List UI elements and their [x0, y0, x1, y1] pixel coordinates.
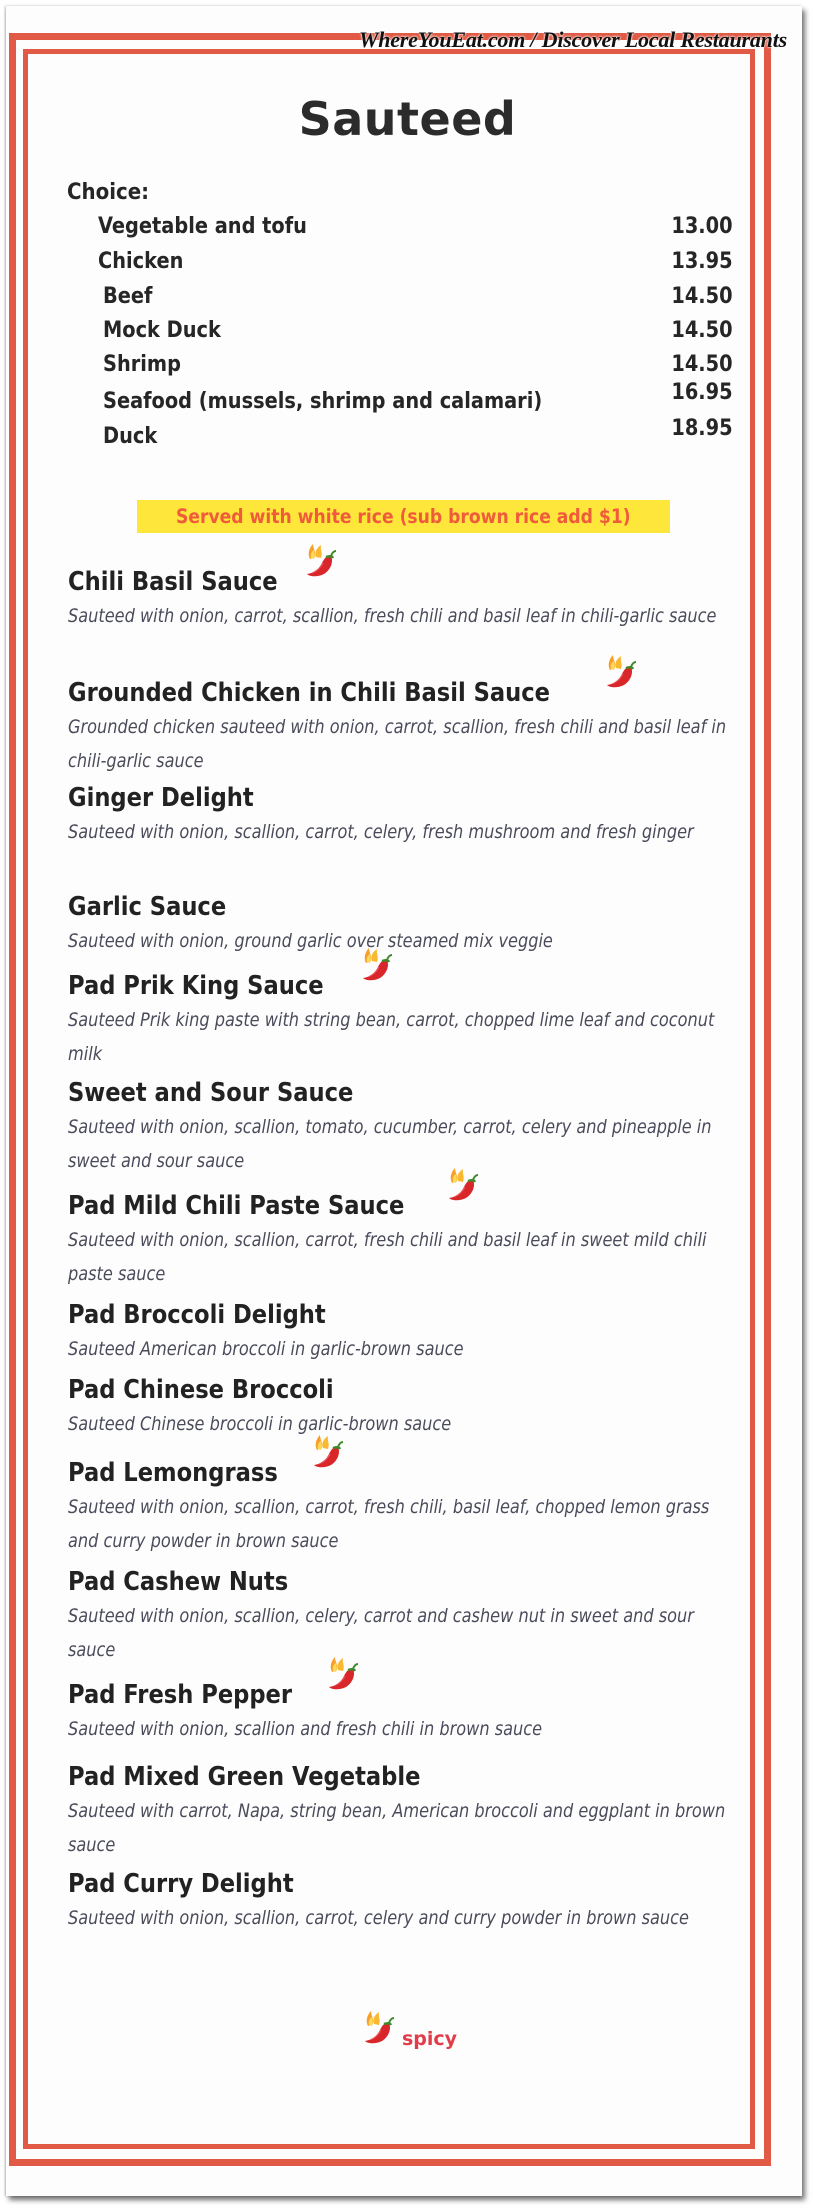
menu-item — [68, 676, 748, 778]
menu-item — [68, 1373, 748, 1441]
menu-item — [68, 781, 748, 849]
choice-item: Beef — [103, 284, 153, 309]
menu-item — [68, 969, 748, 1071]
dish-name: Pad Mixed Green Vegetable — [68, 1762, 421, 1792]
menu-item — [68, 1298, 748, 1366]
spicy-legend-label: spicy — [402, 2028, 458, 2050]
dish-name: Chili Basil Sauce — [68, 567, 278, 597]
dish-description: Sauteed with onion, scallion, carrot, fresh chili and basil leaf in sweet mild chili paste sauce — [68, 1229, 707, 1285]
dish-description: Sauteed with onion, scallion, carrot, fresh chili, basil leaf, chopped lemon grass and curry powder in brown sauce — [68, 1496, 710, 1552]
dish-description: Sauteed with onion, scallion, celery, carrot and cashew nut in sweet and sour sauce — [68, 1605, 694, 1661]
chili-pepper-icon — [311, 1434, 345, 1470]
menu-item — [68, 1456, 748, 1558]
choice-price: 13.00 — [671, 214, 733, 239]
choice-price: 18.95 — [671, 416, 733, 441]
section-title: Sauteed — [298, 92, 517, 146]
menu-item — [68, 1867, 748, 1935]
chili-pepper-icon — [326, 1656, 360, 1692]
dish-name: Pad Fresh Pepper — [68, 1680, 293, 1710]
dish-name: Pad Cashew Nuts — [68, 1567, 289, 1597]
dish-description: Sauteed with onion, scallion, tomato, cucumber, carrot, celery and pineapple in sweet and sour sauce — [68, 1116, 712, 1172]
menu-item — [68, 1565, 748, 1667]
menu-item — [68, 890, 748, 958]
chili-pepper-icon — [446, 1167, 480, 1203]
served-with-rice-note — [137, 500, 670, 533]
choice-price: 14.50 — [671, 284, 733, 309]
dish-description: Grounded chicken sauteed with onion, carrot, scallion, fresh chili and basil leaf in chili-garlic sauce — [68, 716, 727, 772]
dish-description: Sauteed Chinese broccoli in garlic-brown sauce — [68, 1413, 452, 1435]
dish-name: Pad Lemongrass — [68, 1458, 278, 1488]
choice-price: 14.50 — [671, 352, 733, 377]
dish-description: Sauteed American broccoli in garlic-brown sauce — [68, 1338, 464, 1360]
dish-name: Ginger Delight — [68, 783, 254, 813]
dish-description: Sauteed with onion, scallion and fresh chili in brown sauce — [68, 1718, 543, 1740]
dish-name: Pad Chinese Broccoli — [68, 1375, 334, 1405]
choice-item: Shrimp — [103, 352, 181, 377]
dish-description: Sauteed with carrot, Napa, string bean, American broccoli and eggplant in brown sauce — [68, 1800, 726, 1856]
choice-label: Choice: — [67, 180, 150, 205]
dish-description: Sauteed with onion, scallion, carrot, celery and curry powder in brown sauce — [68, 1907, 689, 1929]
menu-item — [68, 1678, 748, 1746]
menu-item — [68, 565, 748, 633]
dish-description: Sauteed with onion, scallion, carrot, celery, fresh mushroom and fresh ginger — [68, 821, 694, 843]
dish-description: Sauteed with onion, ground garlic over steamed mix veggie — [68, 930, 553, 952]
served-note-text: Served with white rice (sub brown rice add $1) — [176, 505, 631, 528]
spicy-legend — [362, 2010, 482, 2056]
chili-pepper-icon — [360, 947, 394, 983]
menu-item — [68, 1076, 748, 1178]
choice-price: 13.95 — [671, 249, 733, 274]
chili-pepper-icon — [362, 2010, 396, 2046]
dish-name: Pad Curry Delight — [68, 1869, 294, 1899]
choice-item: Chicken — [98, 249, 184, 274]
menu-item — [68, 1189, 748, 1291]
choice-item: Mock Duck — [103, 318, 221, 343]
choice-item: Vegetable and tofu — [98, 214, 307, 239]
dish-name: Pad Prik King Sauce — [68, 971, 324, 1001]
dish-name: Pad Mild Chili Paste Sauce — [68, 1191, 405, 1221]
choice-price: 14.50 — [671, 318, 733, 343]
menu-item — [68, 1760, 748, 1862]
choice-price: 16.95 — [671, 380, 733, 405]
choice-item: Seafood (mussels, shrimp and calamari) — [103, 389, 543, 414]
dish-name: Grounded Chicken in Chili Basil Sauce — [68, 678, 551, 708]
dish-name: Sweet and Sour Sauce — [68, 1078, 354, 1108]
dish-description: Sauteed Prik king paste with string bean, carrot, chopped lime leaf and coconut milk — [68, 1009, 715, 1065]
dish-name: Garlic Sauce — [68, 892, 227, 922]
chili-pepper-icon — [304, 543, 338, 579]
chili-pepper-icon — [604, 654, 638, 690]
choice-item: Duck — [103, 424, 158, 449]
site-watermark: WhereYouEat.com / Discover Local Restaurants — [358, 27, 787, 52]
dish-description: Sauteed with onion, carrot, scallion, fresh chili and basil leaf in chili-garlic sauce — [68, 605, 717, 627]
dish-name: Pad Broccoli Delight — [68, 1300, 326, 1330]
